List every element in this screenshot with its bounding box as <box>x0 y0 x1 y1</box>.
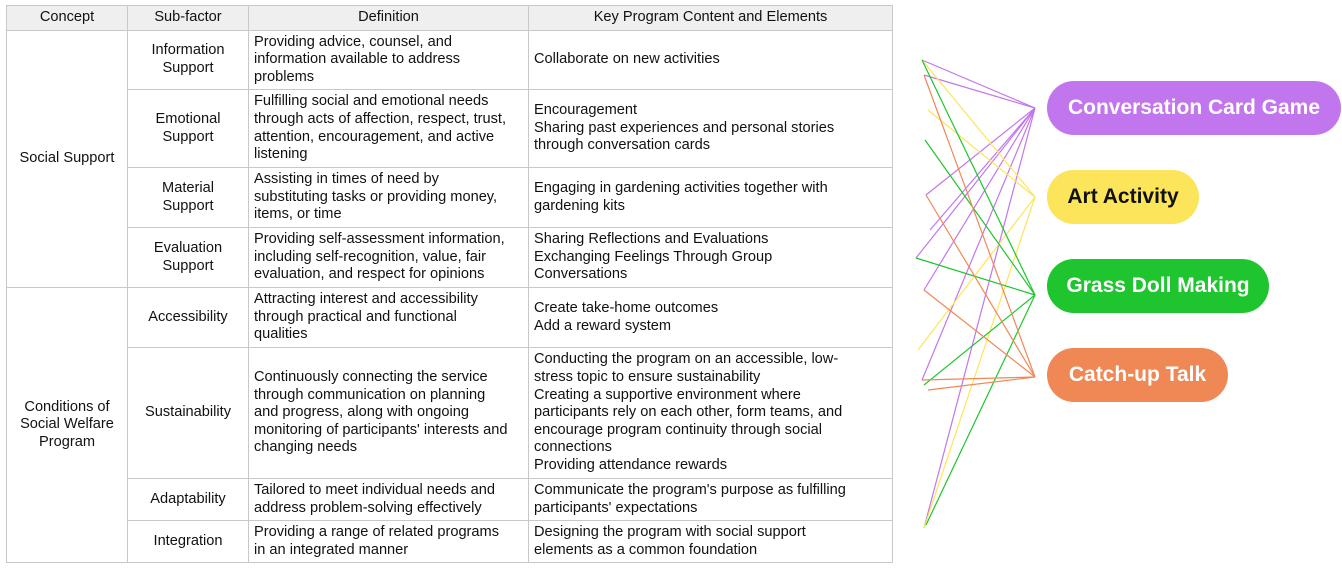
definition-line: problems <box>254 68 315 85</box>
concept-line: Social Support <box>19 150 115 167</box>
definition-line: through communication on planning <box>254 386 486 403</box>
definition-line: including self-recognition, value, fair <box>254 248 487 265</box>
definition-line: Providing a range of related programs <box>254 523 499 540</box>
definition-line: items, or time <box>254 206 342 223</box>
definition-line: and progress, along with ongoing <box>254 404 470 421</box>
definition-line: Providing advice, counsel, and <box>254 33 452 50</box>
subfactor-line: Material <box>162 179 214 196</box>
key-content-line: Designing the program with social support <box>534 523 806 540</box>
definition-line: evaluation, and respect for opinions <box>254 266 485 283</box>
key-content-line: Conversations <box>534 266 628 283</box>
concept-line: Program <box>39 433 95 450</box>
subfactor-line: Sustainability <box>145 404 231 421</box>
connector-line <box>924 108 1035 528</box>
key-content-line: participants rely on each other, form teams, and <box>534 404 843 421</box>
definition-line: Providing self-assessment information, <box>254 231 505 248</box>
definition-line: listening <box>254 146 308 163</box>
key-content-line: Conducting the program on an accessible, low- <box>534 351 839 368</box>
header-definition: Definition <box>249 6 529 31</box>
program-pill-catch-up-talk: Catch-up Talk <box>1047 348 1228 402</box>
connector-line <box>922 108 1035 380</box>
header-subfactor: Sub-factor <box>128 6 249 31</box>
key-content-line: Add a reward system <box>534 317 672 334</box>
key-content-line: through conversation cards <box>534 137 711 154</box>
connector-line <box>922 60 1035 108</box>
definition-line: qualities <box>254 326 308 343</box>
program-pill-art-activity: Art Activity <box>1047 170 1199 224</box>
connector-line <box>924 197 1035 528</box>
subfactor-line: Evaluation <box>153 239 223 256</box>
concept-line: Social Welfare <box>20 416 114 433</box>
key-content-line: gardening kits <box>534 197 625 214</box>
concept-line: Conditions of <box>24 398 110 415</box>
definition-line: Tailored to meet individual needs and <box>254 481 495 498</box>
key-content-line: Collaborate on new activities <box>534 51 720 68</box>
definition-line: changing needs <box>254 439 358 456</box>
key-content-line: connections <box>534 439 612 456</box>
subfactor-line: Emotional <box>155 110 221 127</box>
definition-line: address problem-solving effectively <box>254 499 482 516</box>
definition-line: monitoring of participants' interests and <box>254 421 508 438</box>
key-content-line: Communicate the program's purpose as fulfilling <box>534 481 846 498</box>
subfactor-line: Accessibility <box>148 308 228 325</box>
connector-line <box>924 295 1035 385</box>
subfactor-line: Support <box>162 128 214 145</box>
definition-line: in an integrated manner <box>254 541 409 558</box>
definition-line: Assisting in times of need by <box>254 171 439 188</box>
program-pill-conversation-card-game: Conversation Card Game <box>1047 81 1341 135</box>
definition-line: substituting tasks or providing money, <box>254 188 498 205</box>
key-content-line: elements as a common foundation <box>534 541 758 558</box>
header-concept: Concept <box>7 6 128 31</box>
definition-line: Attracting interest and accessibility <box>254 291 478 308</box>
subfactor-line: Integration <box>153 532 223 549</box>
connector-line <box>924 108 1035 290</box>
connector-line <box>922 60 1035 295</box>
key-content-line: participants' expectations <box>534 499 698 516</box>
key-content-line: Encouragement <box>534 102 638 119</box>
subfactor-line: Adaptability <box>150 490 226 507</box>
key-content-line: Creating a supportive environment where <box>534 386 801 403</box>
key-content-line: encourage program continuity through social <box>534 421 822 438</box>
definition-line: Fulfilling social and emotional needs <box>254 93 489 110</box>
key-content-line: stress topic to ensure sustainability <box>534 369 761 386</box>
key-content-line: Providing attendance rewards <box>534 456 728 473</box>
definition-line: attention, encouragement, and active <box>254 128 495 145</box>
definition-line: through practical and functional <box>254 308 457 325</box>
subfactor-line: Support <box>162 197 214 214</box>
key-content-line: Create take-home outcomes <box>534 299 719 316</box>
connector-line <box>924 75 1035 108</box>
definition-line: Continuously connecting the service <box>254 369 488 386</box>
key-content-line: Engaging in gardening activities together with <box>534 179 828 196</box>
subfactor-line: Information <box>151 42 225 59</box>
definition-line: through acts of affection, respect, trust, <box>254 110 507 127</box>
program-pill-grass-doll-making: Grass Doll Making <box>1047 259 1269 313</box>
connector-line <box>926 195 1035 377</box>
definition-line: information available to address <box>254 51 461 68</box>
header-key-content: Key Program Content and Elements <box>529 6 893 31</box>
key-content-line: Exchanging Feelings Through Group <box>534 248 773 265</box>
subfactor-line: Support <box>162 257 214 274</box>
subfactor-line: Support <box>162 60 214 76</box>
key-content-line: Sharing past experiences and personal stories <box>534 119 835 136</box>
key-content-line: Sharing Reflections and Evaluations <box>534 231 769 248</box>
